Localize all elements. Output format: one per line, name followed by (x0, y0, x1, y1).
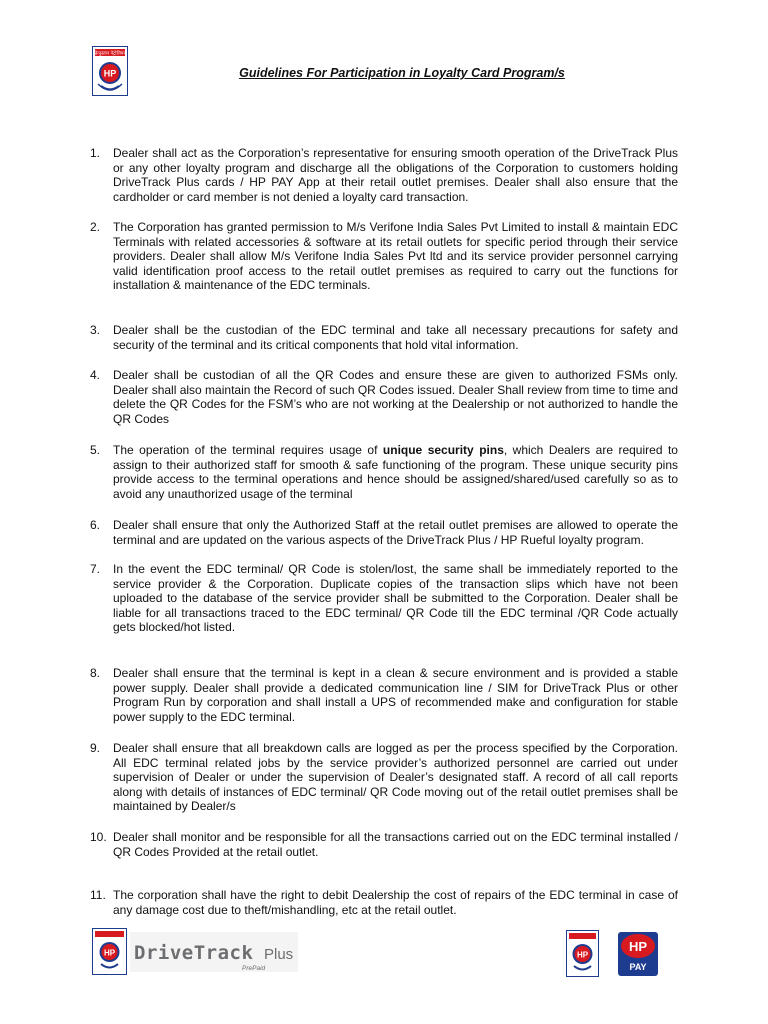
item-number: 1. (90, 146, 101, 160)
footer-hp-letters: HP (103, 948, 116, 958)
list-item (90, 562, 678, 635)
item-text: Dealer shall act as the Corporation’s representative for ensuring smooth operation of the DriveTrack Plus or any other loyalty program and discharge all the obligations of the Corporation to customers holding DriveTrack Plus cards / HP PAY App at their retail outlet premises. Dealer shall also ensure that the cardholder or card member is not denied a loyalty card transaction. (113, 146, 678, 204)
item-text-post: , which Dealers are required to assign to their authorized staff for smooth & safe functioning of the program. These unique security pins provide access to the terminal operations and hence should be assigned/shared/used carefully so as to avoid any unauthorized usage of the terminal (113, 443, 678, 501)
hp-logo-letters: HP (103, 68, 117, 79)
list-item (90, 220, 678, 293)
item-number: 4. (90, 368, 101, 382)
item-text: Dealer shall ensure that the terminal is kept in a clean & secure environment and is provided a stable power supply. Dealer shall provide a dedicated communication line / SIM for DriveTrack Plus or other Program Run by corporation and shall install a UPS of recommended make and configuration for stable power supply to the EDC terminal. (113, 666, 678, 724)
item-text-bold: unique security pins (382, 443, 504, 457)
hp-pay-letters: HP (628, 939, 648, 954)
drivetrack-plus-logo (92, 928, 302, 978)
item-number: 2. (90, 220, 101, 234)
item-text: Dealer shall monitor and be responsible for all the transactions carried out on the EDC terminal installed / QR Codes Provided at the retail outlet. (113, 830, 678, 859)
item-number: 6. (90, 518, 101, 532)
list-item (90, 146, 678, 204)
list-item (90, 666, 678, 724)
item-number: 3. (90, 323, 101, 337)
list-item (90, 741, 678, 814)
list-item (90, 443, 678, 501)
hp-pay-logo (566, 930, 662, 978)
hp-pay-label: PAY (629, 962, 647, 972)
list-item (90, 888, 678, 917)
item-text: The corporation shall have the right to debit Dealership the cost of repairs of the EDC terminal in case of any damage cost due to theft/mishandling, etc at the retail outlet. (113, 888, 678, 917)
footer-right-hp-letters: HP (576, 950, 589, 960)
document-title: Guidelines For Participation in Loyalty Card Program/s (239, 66, 565, 80)
item-text (113, 443, 678, 501)
item-number: 8. (90, 666, 101, 680)
item-text: In the event the EDC terminal/ QR Code is stolen/lost, the same shall be immediately reported to the service provider & the Corporation. Duplicate copies of the transaction slips which have not been uploaded to the database of the service provider shall be submitted to the Corporation. Dealer shall be liable for all transactions traced to the EDC terminal/ QR Code till the EDC terminal /QR Code actually gets blocked/hot listed. (113, 562, 678, 635)
list-item (90, 368, 678, 426)
hp-logo-caption: हिन्दुस्तान पेट्रोलियम (93, 51, 127, 57)
item-number: 7. (90, 562, 101, 576)
item-text: Dealer shall ensure that only the Authorized Staff at the retail outlet premises are allowed to operate the terminal and are updated on the various aspects of the DriveTrack Plus / HP Rueful loyalty program. (113, 518, 678, 547)
item-number: 11. (90, 888, 106, 902)
drivetrack-sub: PrePaid (242, 965, 266, 972)
item-text: Dealer shall be the custodian of the EDC terminal and take all necessary precautions for safety and security of the terminal and its critical components that hold vital information. (113, 323, 678, 352)
list-item (90, 323, 678, 352)
item-text: Dealer shall be custodian of all the QR Codes and ensure these are given to authorized FSMs only. Dealer shall also maintain the Record of such QR Codes issued. Dealer Shall review from time to time and delete the QR Codes for the FSM’s who are not working at the Dealership or not authorized to handle the QR Codes (113, 368, 678, 426)
item-text: The Corporation has granted permission to M/s Verifone India Sales Pvt Limited to install & maintain EDC Terminals with related accessories & software at its retail outlets for specific period through their service providers. Dealer shall allow M/s Verifone India Sales Pvt ltd and its service provider personnel carrying valid identification proof access to the retail outlet premises as required to carry out the functions for installation & maintenance of the EDC terminals. (113, 220, 678, 293)
drivetrack-plus: Plus (264, 946, 294, 963)
drivetrack-name: DriveTrack (134, 942, 254, 964)
item-number: 10. (90, 830, 107, 844)
item-text-pre: The operation of the terminal requires usage of (113, 443, 383, 457)
item-number: 9. (90, 741, 101, 755)
list-item (90, 518, 678, 547)
item-number: 5. (90, 443, 101, 457)
item-text: Dealer shall ensure that all breakdown calls are logged as per the process specified by the Corporation. All EDC terminal related jobs by the service provider’s authorized personnel are carried out under supervision of Dealer or under the supervision of Dealer’s designated staff. A record of all call reports along with details of instances of EDC terminal/ QR Code moving out of the retail outlet premises shall be maintained by Dealer/s (113, 741, 678, 814)
list-item (90, 830, 678, 859)
